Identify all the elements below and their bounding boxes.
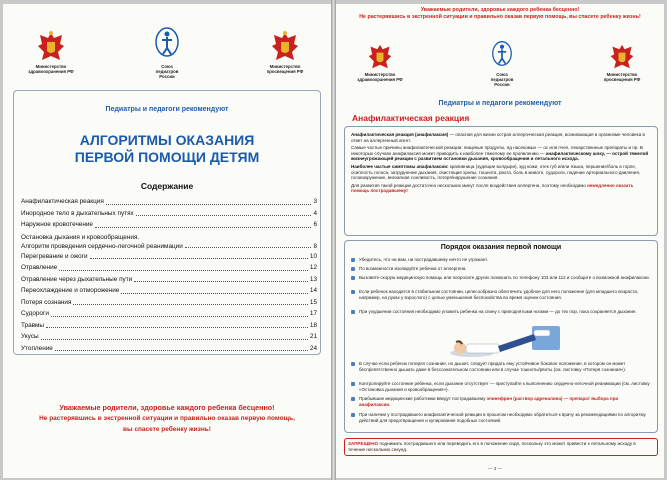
union-label: Союз педиатров России bbox=[155, 64, 179, 79]
step-item: Контролируйте состояние ребенка, если дыхание отсутствует — приступайте к выполнению сердечно-легочной реанимации (см. листовку «Остановка дыхания и кровообращения»). bbox=[350, 381, 650, 392]
footer-line-3: вы спасете ребенку жизнь! bbox=[123, 426, 211, 433]
intro-paragraph-3: Наиболее частые симптомы анафилаксии: крапивница (зудящие волдыри), зуд кожи, отек губ и/или языка, першение/боль в горле, осиплость голоса, затруднение дыхания, свистящие хрипы, тошнота, рвота, боль в животе, судороги, падение артериального давления, головокружение, внезапная сонливость, потеря/нарушение сознания. bbox=[351, 163, 641, 181]
toc-item[interactable]: Перегревание и ожоги 10 bbox=[21, 252, 317, 260]
toc-item[interactable]: Потеря сознания 15 bbox=[21, 298, 317, 306]
title-line-1: АЛГОРИТМЫ ОКАЗАНИЯ bbox=[79, 132, 255, 148]
intro-paragraph-4: Для развития такой реакции достаточно нескольких минут после воздействия аллергена, поэтому необходимо немедленно оказать помощь пострадавшему! bbox=[351, 182, 634, 194]
right-page bbox=[336, 4, 664, 478]
ministry-health-label: Министерство здравоохранения РФ bbox=[357, 72, 403, 82]
coat-of-arms-icon bbox=[270, 30, 300, 64]
step-item: При наличии у пострадавшего анафилактической реакции в прошлом необходимо обратиться к врачу за рекомендациями по алгоритму действий для предотвращения и купирования подобных состояний. bbox=[350, 412, 650, 423]
order-title: Порядок оказания первой помощи bbox=[440, 244, 562, 251]
header-line-1: Уважаемые родители, здоровье каждого ребенка бесценно! bbox=[420, 7, 580, 13]
pediatrics-union-icon bbox=[154, 26, 180, 64]
intro-paragraph-2: Самые частые причины анафилактической реакции: пищевые продукты, яд насекомых — ос или пчел, лекарственные препараты и пр. В некоторых случаях анафилаксия может приводить к наиболее тяжелому ее проявлению — анафилактическому шоку, — острой тяжелой жизнеугрожающей реакции с развитием остановки дыхания, кровообращения и летального исхода. bbox=[351, 145, 649, 162]
coat-of-arms-icon bbox=[609, 42, 635, 72]
page-number: — 3 — bbox=[488, 466, 503, 471]
toc-item[interactable]: Укусы 21 bbox=[21, 333, 317, 340]
header-line-2: Не растерявшись в экстренной ситуации и правильно оказав первую помощь, вы спасете ребенку жизнь! bbox=[359, 13, 641, 20]
union-logo bbox=[127, 26, 207, 79]
ministry-education-label: Министерство просвещения РФ bbox=[603, 72, 641, 82]
section-title: Анафилактическая реакция bbox=[352, 113, 470, 123]
toc-item[interactable]: Остановка дыхания и кровообращения. bbox=[21, 233, 140, 241]
ministry-health-logo bbox=[11, 30, 91, 74]
intro-paragraph-1: Анафилактическая реакция (анафилаксия) — опасная для жизни острая аллергическая реакция, возникающая в организме человека в ответ на аллергенный агент. bbox=[351, 132, 645, 143]
title-line-2: ПЕРВОЙ ПОМОЩИ ДЕТЯМ bbox=[74, 149, 260, 165]
step-item: При ухудшении состояния необходимо уложить ребенка на спину с приподнятыми ногами — до тех пор, пока сохраняется дыхание. bbox=[350, 309, 650, 315]
ministry-health-label: Министерство здравоохранения РФ bbox=[28, 64, 74, 74]
toc-item[interactable]: Переохлаждение и отморожение 14 bbox=[21, 287, 317, 294]
toc-item[interactable]: Судороги 17 bbox=[21, 310, 317, 317]
legs-raised-illustration bbox=[448, 322, 566, 360]
step-item: Если ребенок находится в стабильном состоянии, целесообразно обеспечить удобное для него положение (для младшего возраста, например, на руках у взрослого) с целью уменьшения беспокойства во время оценки состояния. bbox=[350, 289, 650, 300]
step-item: Прибывшие медицинские работники введут пострадавшему эпинефрин (раствор адреналина) — препарат выбора при анафилаксии. bbox=[350, 396, 650, 407]
toc-item[interactable]: Инородное тело в дыхательных путях 4 bbox=[21, 209, 317, 217]
contents-heading: Содержание bbox=[140, 181, 194, 191]
recommend-text: Педиатры и педагоги рекомендуют bbox=[105, 106, 229, 113]
toc-item[interactable]: Наружное кровотечение 6 bbox=[21, 221, 317, 228]
step-item: Убедитесь, что ни вам, ни пострадавшему ничто не угрожает. bbox=[350, 257, 650, 263]
union-logo bbox=[466, 40, 538, 87]
toc-item[interactable]: Отравление 12 bbox=[21, 264, 317, 271]
toc-item-continued[interactable]: Алгоритм проведения сердечно-легочной реанимации 8 bbox=[21, 242, 317, 250]
toc-item[interactable]: Отравление через дыхательные пути 13 bbox=[21, 275, 317, 283]
toc-item[interactable]: Травмы 18 bbox=[21, 321, 317, 329]
footer-line-2: Не растерявшись в экстренной ситуации и правильно оказав первую помощь, bbox=[39, 415, 295, 422]
ministry-education-logo bbox=[245, 30, 325, 74]
coat-of-arms-icon bbox=[36, 30, 66, 64]
intro-box bbox=[344, 126, 658, 236]
footer-message bbox=[3, 402, 331, 435]
table-of-contents bbox=[21, 196, 317, 354]
pediatrics-union-icon bbox=[491, 40, 513, 72]
recommend-text: Педиатры и педагоги рекомендуют bbox=[438, 100, 562, 107]
ministry-education-logo bbox=[586, 42, 658, 82]
toc-item[interactable]: Анафилактическая реакция 3 bbox=[21, 198, 317, 205]
footer-line-1: Уважаемые родители, здоровье каждого ребенка бесценно! bbox=[59, 403, 275, 412]
toc-item[interactable]: Утопление 24 bbox=[21, 344, 317, 352]
step-item: В случае если ребенок потерял сознание, но дышит, следует придать ему устойчивое боковое положение, в котором он может беспрепятственно дышать даже в бессознательном состоянии или в случае тошноты/рвоты (см. листовку «Потеря сознания»). bbox=[350, 361, 650, 372]
coat-of-arms-icon bbox=[367, 42, 393, 72]
ministry-education-label: Министерство просвещения РФ bbox=[266, 64, 304, 74]
header-message bbox=[336, 7, 664, 20]
step-item: Вызовите скорую медицинскую помощь или попросите других позвонить по телефону 103 или 112 и сообщите о возможной анафилаксии. bbox=[350, 275, 650, 281]
union-label: Союз педиатров России bbox=[490, 72, 514, 87]
page-title bbox=[3, 132, 331, 166]
ministry-health-logo bbox=[344, 42, 416, 82]
left-page bbox=[3, 4, 331, 478]
step-item: По возможности изолируйте ребенка от аллергена. bbox=[350, 266, 650, 272]
warning-box: ЗАПРЕЩЕНО поднимать пострадавшего или переводить его в положение сидя, поскольку это может привести к летальному исходу в течение нескольких секунд. bbox=[344, 438, 658, 456]
